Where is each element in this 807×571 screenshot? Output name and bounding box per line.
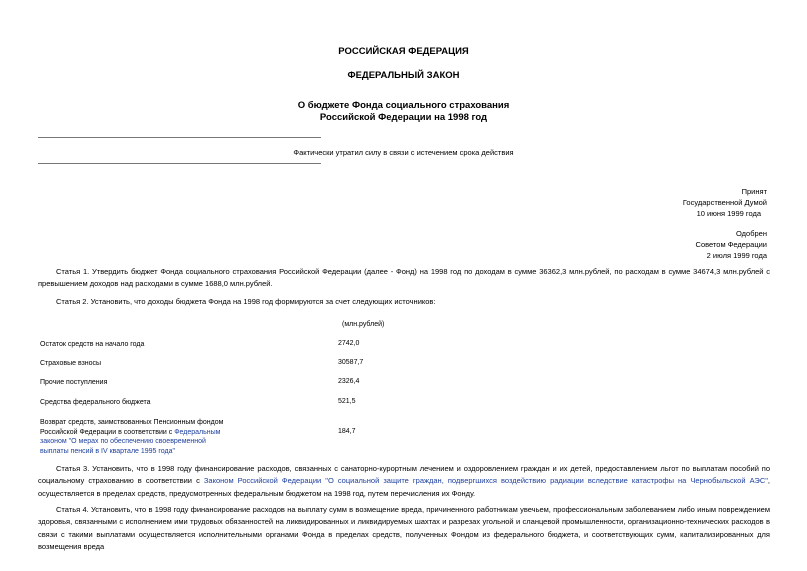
- divider-bottom: [38, 163, 321, 164]
- federal-law-link-line[interactable]: выплаты пенсий в IV квартале 1995 года": [40, 447, 175, 455]
- federal-law-link-line[interactable]: законом "О мерах по обеспечению своевременной: [40, 438, 206, 445]
- doc-type-heading: ФЕДЕРАЛЬНЫЙ ЗАКОН: [347, 70, 460, 81]
- table-row-label: Страховые взносы: [40, 360, 102, 367]
- article-1: Статья 1. Утвердить бюджет Фонда социального страхования Российской Федерации (далее - Фонд) на 1998 год по доходам в сумме 36362,3 млн.рублей, по расходам в сумме 34674,3 млн.рублей с превышением доходов над расходами в сумме 1688,0 млн.рублей.: [38, 267, 770, 289]
- table-row-value: 2742,0: [338, 340, 360, 347]
- article-4: Статья 4. Установить, что в 1998 году финансирование расходов на выплату сумм в возмещение вреда, причиненного работникам увечьем, профессиональным заболеванием либо иным повреждением здоровья, связанными с исполнением ими трудовых обязанностей на ликвидированных и ликвидируемых шахтах и разрезах угольной и сланцевой промышленности, организационно-технических расходов в связи с такими выплатами осуществляется исполнительными органами Фонда в пределах средств, полученных Фондом из федерального бюджета, и соответствующих сумм, капитализированных для возмещения вреда: [38, 505, 770, 552]
- chernobyl-law-link[interactable]: Законом Российской Федерации "О социальной защите граждан, подвергшихся воздействию радиации вследствие катастрофы на Чернобыльской АЭС": [203, 476, 768, 486]
- approval-block: [696, 228, 767, 261]
- label-line: Возврат средств, заимствованных Пенсионным фондом: [40, 419, 224, 426]
- country-heading: РОССИЙСКАЯ ФЕДЕРАЦИЯ: [338, 46, 469, 57]
- accepted-date: 10 июня 1999 года: [696, 209, 761, 218]
- label-line: [40, 428, 230, 438]
- table-row-value: 2326,4: [338, 378, 360, 385]
- table-row-label: Остаток средств на начало года: [40, 341, 145, 348]
- article-3-text: Статья 3. Установить, что в 1998 году финансирование расходов, связанных с санаторно-курортным лечением и оздоровлением граждан и их детей, предоставлением льгот по выплатам пособий по социальному страхованию в соответствии с: [38, 464, 770, 486]
- adoption-block: [683, 186, 767, 219]
- table-unit: (млн.рублей): [342, 321, 385, 328]
- article-3: [38, 463, 770, 500]
- approved-label: Одобрен: [736, 229, 767, 238]
- law-title-line1: О бюджете Фонда социального страхования: [297, 100, 510, 111]
- article-2: Статья 2. Установить, что доходы бюджета Фонда на 1998 год формируются за счет следующих источников:: [56, 297, 436, 306]
- law-title-line2: Российской Федерации на 1998 год: [319, 112, 488, 123]
- approved-body: Советом Федерации: [695, 240, 767, 249]
- table-row-value: 521,5: [338, 398, 356, 405]
- accepted-body: Государственной Думой: [682, 198, 767, 207]
- approved-date: 2 июля 1999 года: [706, 251, 767, 260]
- table-row-value: 30587,7: [338, 359, 364, 366]
- federal-law-link[interactable]: Федеральным: [174, 428, 221, 436]
- status-notice: Фактически утратил силу в связи с истечением срока действия: [293, 148, 514, 157]
- article-3-text-end: , осуществляется в пределах средств, предусмотренных федеральным бюджетом на 1998 год, путем перечисления их Фонду.: [38, 476, 770, 498]
- divider-top: [38, 137, 321, 138]
- label-text: Российской Федерации в соответствии с: [40, 428, 175, 436]
- table-row-label: Прочие поступления: [40, 379, 108, 386]
- accepted-label: Принят: [741, 187, 767, 196]
- table-row-value: 184,7: [338, 428, 356, 435]
- table-row-label-multiline: [40, 418, 230, 456]
- table-row-label: Средства федерального бюджета: [40, 399, 151, 406]
